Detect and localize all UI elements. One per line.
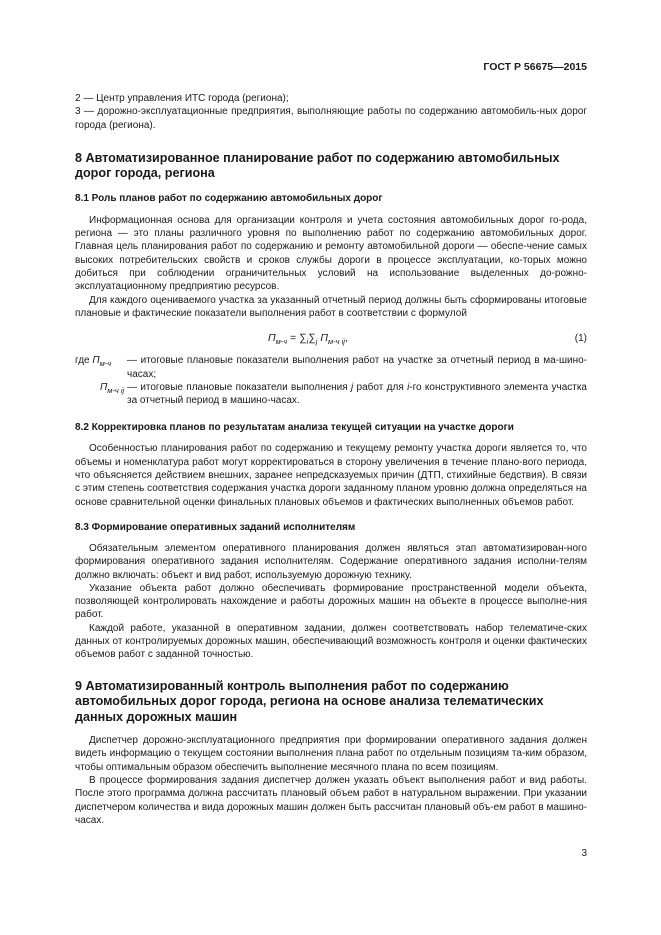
- section-8-1-paragraph-1: Информационная основа для организации контроля и учета состояния автомобильных дорог го-рода, региона — это планы различного уровня по выполнению работ по содержанию автомобильных дорог. Главная цель планирования работ по содержанию и ремонту автомобильной дороги — обеспе-чение самых высоких потребительских свойств и сроков службы дороги в процессе эксплуатации, ко-торых можно добиться при соблюдении ограничительных условий на использование выделенных до-рожно-эксплуатационному предприятию ресурсов.: [75, 214, 587, 293]
- formula-1: [75, 328, 587, 352]
- formula-expression: $П_{м-ч} = \sum_i\sum_j$ $П_{м-ч ij}$,: [268, 332, 348, 347]
- section-8-3-paragraph-1: Обязательным элементом оперативного планирования должен являться этап автоматизирован-ного формирования оперативного задания исполнителям. Содержание оперативного задания исполни-телям должно включать: объект и вид работ, используемую дорожную технику.: [75, 542, 587, 581]
- intro-item-2: 2 — Центр управления ИТС города (региона);: [75, 93, 289, 104]
- section-9-title: 9 Автоматизированный контроль выполнения работ по содержанию автомобильных дорог города, региона на основе анализа телематических данных дорожных машин: [75, 678, 544, 724]
- section-8-3-paragraph-2: Указание объекта работ должно обеспечивать формирование пространственной модели объекта, позволяющей контролировать нахождение и работы дорожных машин на объекте в процессе выполне-ния работ.: [75, 582, 587, 621]
- page-content: [75, 92, 587, 827]
- definition-1: где $П_{м-ч}$ — итоговые плановые показатели выполнения работ на участке за отчетный период в ма-шино-часах;: [75, 355, 587, 380]
- section-8-title: 8 Автоматизированное планирование работ по содержанию автомобильных дорог города, региона: [75, 150, 560, 181]
- intro-item-3: 3 — дорожно-эксплуатационные предприятия, выполняющие работы по содержанию автомобиль-ных дорог города (региона).: [75, 106, 587, 131]
- definition-2: $П_{м-ч ij}$ — итоговые плановые показатели выполнения j работ для i-го конструктивного элемента участка за отчетный период в машино-часах.: [100, 381, 587, 407]
- section-8-1-paragraph-2: Для каждого оцениваемого участка за указанный отчетный период должны быть сформированы итоговые плановые и фактические показатели выполнения работ в соответствии с формулой: [75, 294, 587, 319]
- section-8-3-paragraph-3: Каждой работе, указанной в оперативном задании, должен соответствовать набор телематиче-ских данных от контролируемых дорожных машин, обеспечивающий возможность контроля и оценки фактических объемов работ с заданной точностью.: [75, 622, 587, 661]
- page-number: 3: [581, 848, 587, 859]
- standard-number: ГОСТ Р 56675—2015: [483, 61, 587, 73]
- section-8-3-title: 8.3 Формирование оперативных заданий исполнителям: [75, 521, 356, 533]
- section-8-2-title: 8.2 Корректировка планов по результатам анализа текущей ситуации на участке дороги: [75, 422, 514, 434]
- section-8-2-paragraph-1: Особенностью планирования работ по содержанию и текущему ремонту участка дороги является то, что объемы и номенклатура работ могут корректироваться в сторону увеличения в течение плано-вого периода, что объясняется действием внешних, заранее непредсказуемых причин (ДТП, стихийные бедствия). В связи с этим степень соответствия содержания участка дороги заданному планом уровню должна определяться на основе сравнительной оценки финальных плановых объемов и фактических выполненных объемов работ.: [75, 443, 587, 508]
- section-9-paragraph-1: Диспетчер дорожно-эксплуатационного предприятия при формировании оперативного задания должен видеть информацию о текущем состоянии выполнения плана работ по отдельным позициям та-ким образом, чтобы оптимальным образом обеспечить выполнение месячного плана по всем позициям.: [75, 735, 587, 773]
- section-9-paragraph-2: В процессе формирования задания диспетчер должен указать объект выполнения работ и вид работы. После этого программа должна рассчитать плановый объем работ в натуральном выражении. При указании диспетчером количества и вида дорожных машин должен быть рассчитан плановый объ-ем работ в машино-часах.: [75, 775, 587, 826]
- formula-number: (1): [574, 333, 587, 345]
- section-8-1-title: 8.1 Роль планов работ по содержанию автомобильных дорог: [75, 192, 383, 204]
